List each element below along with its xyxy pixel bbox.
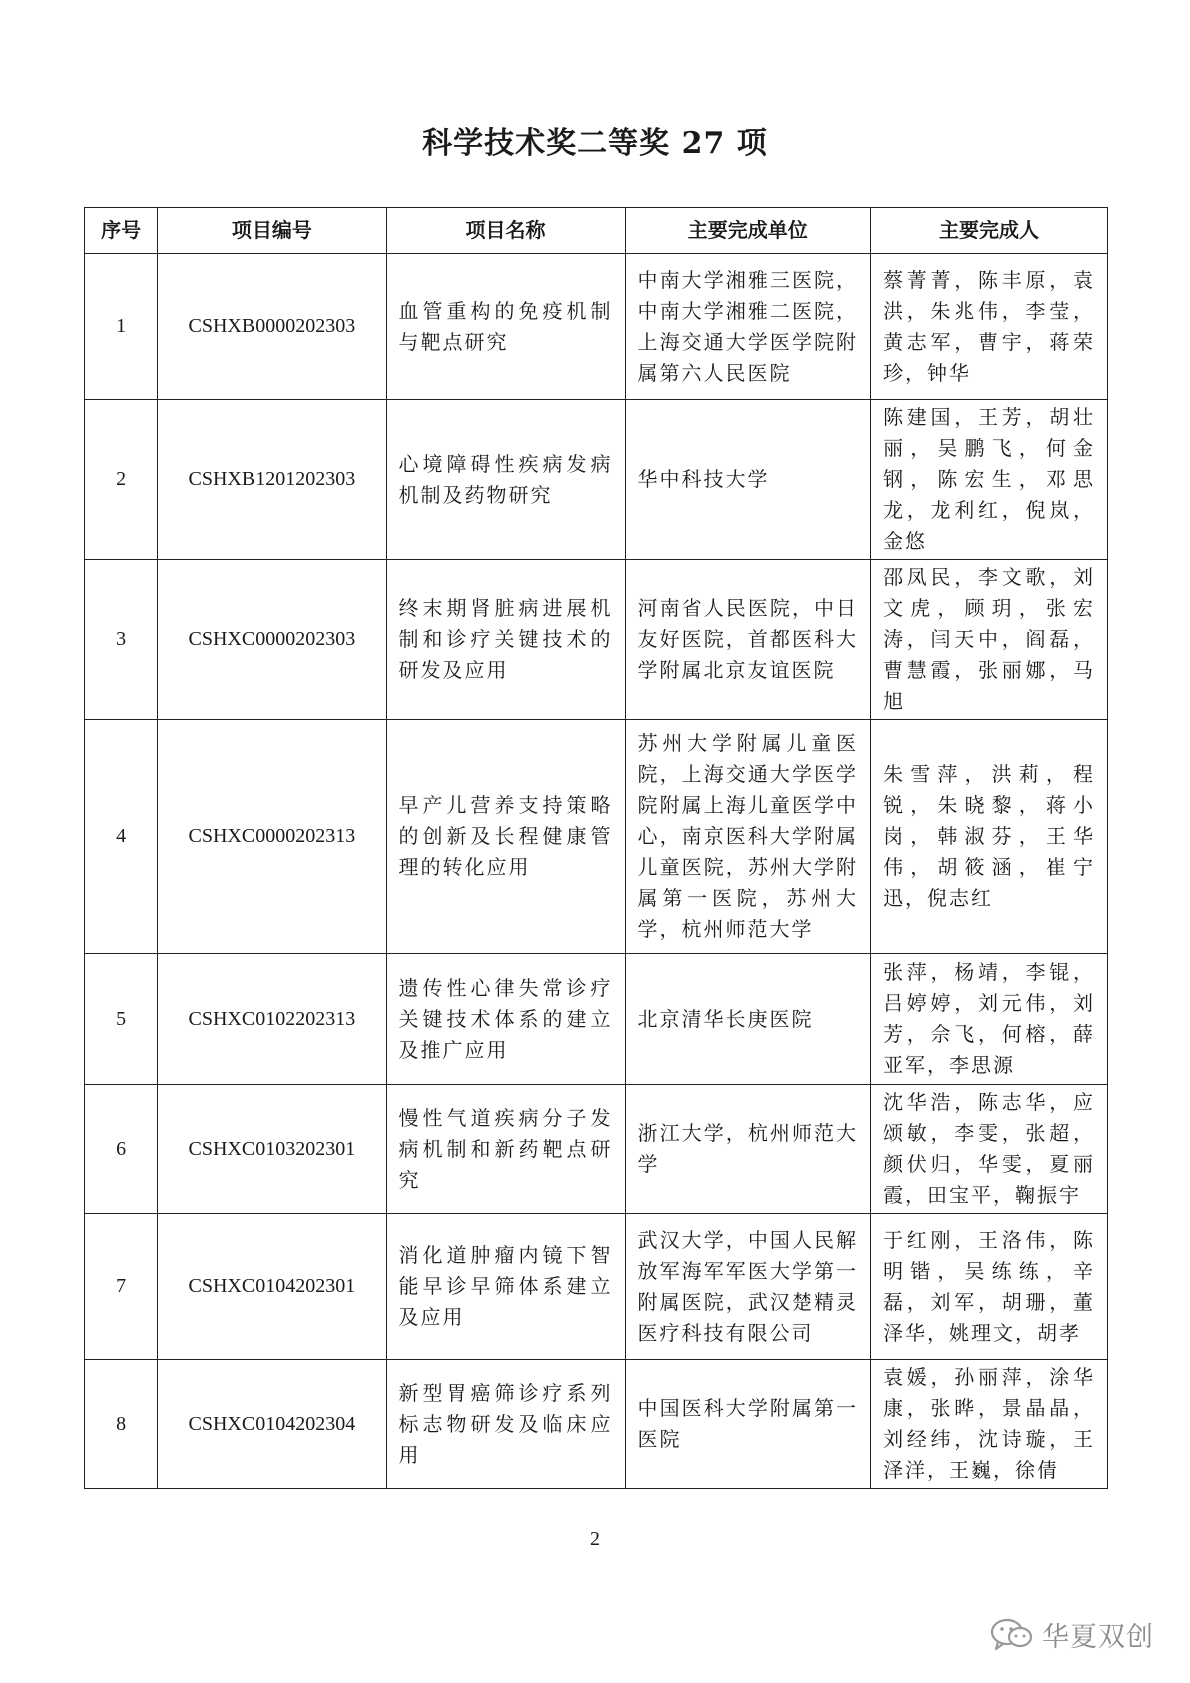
cell-unit: 浙江大学，杭州师范大学 [625,1085,871,1214]
cell-name: 慢性气道疾病分子发病机制和新药靶点研究 [386,1085,625,1214]
cell-seq: 6 [85,1085,158,1214]
cell-seq: 1 [85,254,158,400]
table-row [85,254,1108,400]
header-seq: 序号 [85,208,158,254]
cell-people: 陈建国，王芳，胡壮丽，吴鹏飞，何金钢，陈宏生，邓思龙，龙利红，倪岚，金悠 [871,400,1108,560]
cell-code: CSHXC0103202301 [158,1085,386,1214]
cell-code: CSHXC0104202301 [158,1214,386,1360]
cell-name: 早产儿营养支持策略的创新及长程健康管理的转化应用 [386,720,625,954]
cell-people: 朱雪萍，洪莉，程锐，朱晓黎，蒋小岗，韩淑芬，王华伟，胡筱涵，崔宁迅，倪志红 [871,720,1108,954]
table-row [85,1360,1108,1489]
cell-code: CSHXC0104202304 [158,1360,386,1489]
table-row [85,1214,1108,1360]
wechat-official-account-icon [988,1614,1036,1654]
watermark-text: 华夏双创 [1042,1621,1154,1653]
cell-unit: 中国医科大学附属第一医院 [625,1360,871,1489]
header-name: 项目名称 [386,208,625,254]
header-unit: 主要完成单位 [625,208,871,254]
cell-seq: 7 [85,1214,158,1360]
table-row [85,954,1108,1085]
cell-unit: 中南大学湘雅三医院，中南大学湘雅二医院，上海交通大学医学院附属第六人民医院 [625,254,871,400]
cell-code: CSHXC0102202313 [158,954,386,1085]
cell-unit: 苏州大学附属儿童医院，上海交通大学医学院附属上海儿童医学中心，南京医科大学附属儿童医院，苏州大学附属第一医院，苏州大学，杭州师范大学 [625,720,871,954]
table-header-row [85,208,1108,254]
cell-code: CSHXB1201202303 [158,400,386,560]
cell-code: CSHXC0000202313 [158,720,386,954]
cell-code: CSHXB0000202303 [158,254,386,400]
page-number: 2 [590,1528,600,1550]
page-title: 科学技术奖二等奖 27 项 [422,126,768,161]
cell-seq: 5 [85,954,158,1085]
awards-table [84,207,1108,1489]
table-row [85,720,1108,954]
cell-seq: 4 [85,720,158,954]
cell-name: 血管重构的免疫机制与靶点研究 [386,254,625,400]
cell-name: 遗传性心律失常诊疗关键技术体系的建立及推广应用 [386,954,625,1085]
cell-people: 邵凤民，李文歌，刘文虎，顾玥，张宏涛，闫天中，阎磊，曹慧霞，张丽娜，马旭 [871,560,1108,720]
watermark [988,1614,1154,1654]
table-row [85,560,1108,720]
cell-unit: 华中科技大学 [625,400,871,560]
cell-people: 于红刚，王洛伟，陈明锴，吴练练，辛磊，刘军，胡珊，董泽华，姚理文，胡孝 [871,1214,1108,1360]
cell-unit: 武汉大学，中国人民解放军海军军医大学第一附属医院，武汉楚精灵医疗科技有限公司 [625,1214,871,1360]
cell-people: 蔡菁菁，陈丰原，袁洪，朱兆伟，李莹，黄志军，曹宇，蒋荣珍，钟华 [871,254,1108,400]
cell-seq: 2 [85,400,158,560]
cell-unit: 北京清华长庚医院 [625,954,871,1085]
cell-name: 终末期肾脏病进展机制和诊疗关键技术的研发及应用 [386,560,625,720]
header-code: 项目编号 [158,208,386,254]
cell-seq: 8 [85,1360,158,1489]
cell-seq: 3 [85,560,158,720]
cell-people: 沈华浩，陈志华，应颂敏，李雯，张超，颜伏归，华雯，夏丽霞，田宝平，鞠振宇 [871,1085,1108,1214]
table-row [85,1085,1108,1214]
header-people: 主要完成人 [871,208,1108,254]
table-row [85,400,1108,560]
cell-people: 袁媛，孙丽萍，涂华康，张晔，景晶晶，刘经纬，沈诗璇，王泽洋，王巍，徐倩 [871,1360,1108,1489]
cell-unit: 河南省人民医院，中日友好医院，首都医科大学附属北京友谊医院 [625,560,871,720]
cell-people: 张萍，杨靖，李锟，吕婷婷，刘元伟，刘芳，佘飞，何榕，薛亚军，李思源 [871,954,1108,1085]
cell-name: 消化道肿瘤内镜下智能早诊早筛体系建立及应用 [386,1214,625,1360]
cell-name: 新型胃癌筛诊疗系列标志物研发及临床应用 [386,1360,625,1489]
cell-name: 心境障碍性疾病发病机制及药物研究 [386,400,625,560]
cell-code: CSHXC0000202303 [158,560,386,720]
